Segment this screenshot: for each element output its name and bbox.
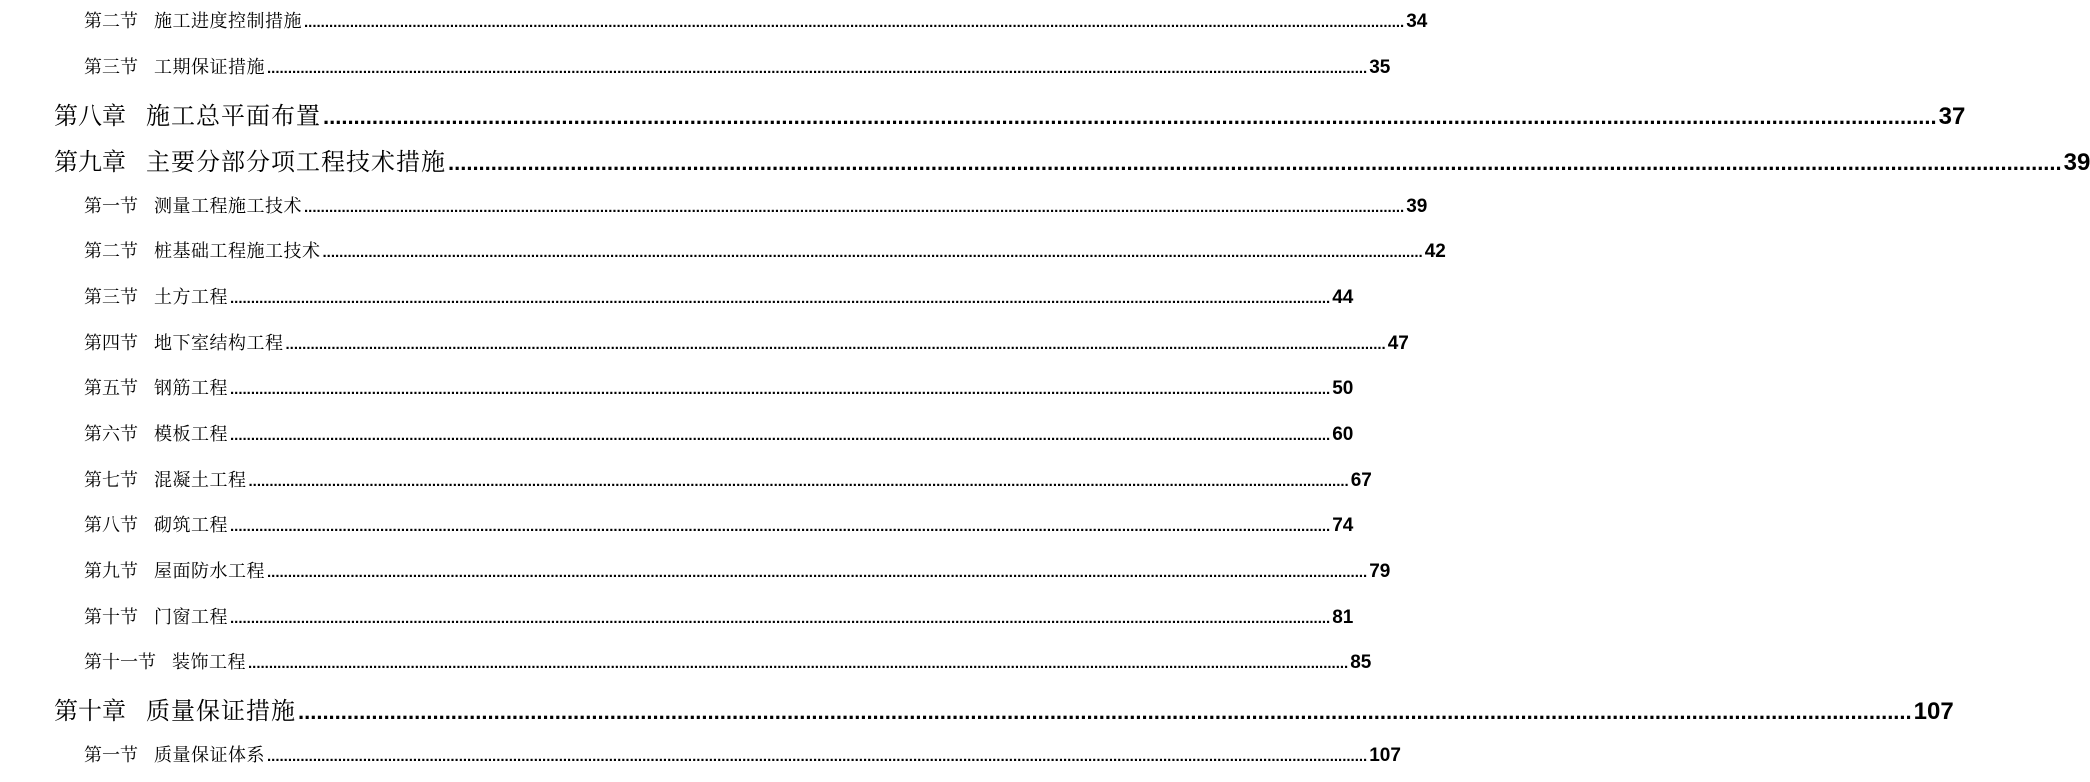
dot-leader: ........................................................................................................................................................................................................................................................................ xyxy=(448,150,2062,175)
section-number: 第二节 xyxy=(84,11,138,32)
toc-entry-section[interactable] xyxy=(84,603,1354,633)
section-number: 第三节 xyxy=(84,287,138,308)
section-title: 地下室结构工程 xyxy=(154,333,284,354)
section-title: 钢筋工程 xyxy=(154,378,228,399)
toc-entry-section[interactable] xyxy=(84,53,1391,83)
chapter-title: 主要分部分项工程技术措施 xyxy=(146,148,446,176)
toc-entry-section[interactable] xyxy=(84,511,1354,541)
page-number: 44 xyxy=(1332,287,1354,308)
toc-entry-section[interactable] xyxy=(84,192,1428,222)
page-number: 79 xyxy=(1369,561,1391,582)
section-number: 第一节 xyxy=(84,196,138,217)
section-number: 第四节 xyxy=(84,333,138,354)
section-title: 施工进度控制措施 xyxy=(154,11,302,32)
page-number: 67 xyxy=(1350,470,1372,491)
section-number: 第六节 xyxy=(84,424,138,445)
section-title: 质量保证体系 xyxy=(154,745,265,766)
toc-entry-section[interactable] xyxy=(84,7,1428,37)
dot-leader: ........................................................................................................................................................................................................................................................................ xyxy=(230,518,1331,535)
dot-leader: ........................................................................................................................................................................................................................................................................ xyxy=(298,699,1912,724)
dot-leader: ........................................................................................................................................................................................................................................................................ xyxy=(230,290,1331,307)
dot-leader: ........................................................................................................................................................................................................................................................................ xyxy=(322,244,1423,261)
toc-entry-chapter[interactable] xyxy=(54,96,1966,132)
section-number: 第八节 xyxy=(84,515,138,536)
chapter-title: 施工总平面布置 xyxy=(146,102,321,130)
section-number: 第一节 xyxy=(84,745,138,766)
toc-entry-section[interactable] xyxy=(84,237,1446,267)
section-number: 第二节 xyxy=(84,241,138,262)
toc-entry-section[interactable] xyxy=(84,374,1354,404)
section-title: 土方工程 xyxy=(154,287,228,308)
dot-leader: ........................................................................................................................................................................................................................................................................ xyxy=(248,655,1349,672)
toc-entry-section[interactable] xyxy=(84,283,1354,313)
section-number: 第五节 xyxy=(84,378,138,399)
page-number: 42 xyxy=(1424,241,1446,262)
dot-leader: ........................................................................................................................................................................................................................................................................ xyxy=(267,60,1368,77)
section-title: 模板工程 xyxy=(154,424,228,445)
page-number: 85 xyxy=(1350,652,1372,673)
section-title: 装饰工程 xyxy=(172,652,246,673)
page-number: 50 xyxy=(1332,378,1354,399)
dot-leader: ........................................................................................................................................................................................................................................................................ xyxy=(285,336,1386,353)
dot-leader: ........................................................................................................................................................................................................................................................................ xyxy=(267,748,1368,765)
dot-leader: ........................................................................................................................................................................................................................................................................ xyxy=(230,381,1331,398)
section-title: 桩基础工程施工技术 xyxy=(154,241,321,262)
toc-entry-chapter[interactable] xyxy=(54,691,1954,727)
dot-leader: ........................................................................................................................................................................................................................................................................ xyxy=(323,104,1937,129)
chapter-number: 第十章 xyxy=(54,697,126,725)
toc-entry-section[interactable] xyxy=(84,329,1409,359)
section-number: 第十节 xyxy=(84,607,138,628)
toc-entry-section[interactable] xyxy=(84,557,1391,587)
chapter-title: 质量保证措施 xyxy=(146,697,296,725)
page-number: 107 xyxy=(1913,698,1954,725)
page-number: 107 xyxy=(1369,745,1401,766)
section-number: 第三节 xyxy=(84,57,138,78)
section-number: 第七节 xyxy=(84,470,138,491)
section-title: 混凝土工程 xyxy=(154,470,247,491)
dot-leader: ........................................................................................................................................................................................................................................................................ xyxy=(248,473,1349,490)
toc-entry-section[interactable] xyxy=(84,741,1401,771)
section-number: 第十一节 xyxy=(84,652,156,673)
page-number: 47 xyxy=(1387,333,1409,354)
dot-leader: ........................................................................................................................................................................................................................................................................ xyxy=(304,14,1405,31)
section-title: 测量工程施工技术 xyxy=(154,196,302,217)
toc-entry-section[interactable] xyxy=(84,466,1372,496)
chapter-number: 第八章 xyxy=(54,102,126,130)
dot-leader: ........................................................................................................................................................................................................................................................................ xyxy=(230,610,1331,627)
toc-entry-chapter[interactable] xyxy=(54,142,2090,178)
page-number: 37 xyxy=(1938,103,1966,130)
section-number: 第九节 xyxy=(84,561,138,582)
page-number: 60 xyxy=(1332,424,1354,445)
toc-entry-section[interactable] xyxy=(84,648,1372,678)
section-title: 工期保证措施 xyxy=(154,57,265,78)
page-number: 74 xyxy=(1332,515,1354,536)
section-title: 门窗工程 xyxy=(154,607,228,628)
dot-leader: ........................................................................................................................................................................................................................................................................ xyxy=(267,564,1368,581)
dot-leader: ........................................................................................................................................................................................................................................................................ xyxy=(230,427,1331,444)
dot-leader: ........................................................................................................................................................................................................................................................................ xyxy=(304,199,1405,216)
section-title: 砌筑工程 xyxy=(154,515,228,536)
section-title: 屋面防水工程 xyxy=(154,561,265,582)
chapter-number: 第九章 xyxy=(54,148,126,176)
page-number: 81 xyxy=(1332,607,1354,628)
page-number: 39 xyxy=(1406,196,1428,217)
page-number: 34 xyxy=(1406,11,1428,32)
page-number: 39 xyxy=(2063,149,2090,176)
toc-entry-section[interactable] xyxy=(84,420,1354,450)
page-number: 35 xyxy=(1369,57,1391,78)
